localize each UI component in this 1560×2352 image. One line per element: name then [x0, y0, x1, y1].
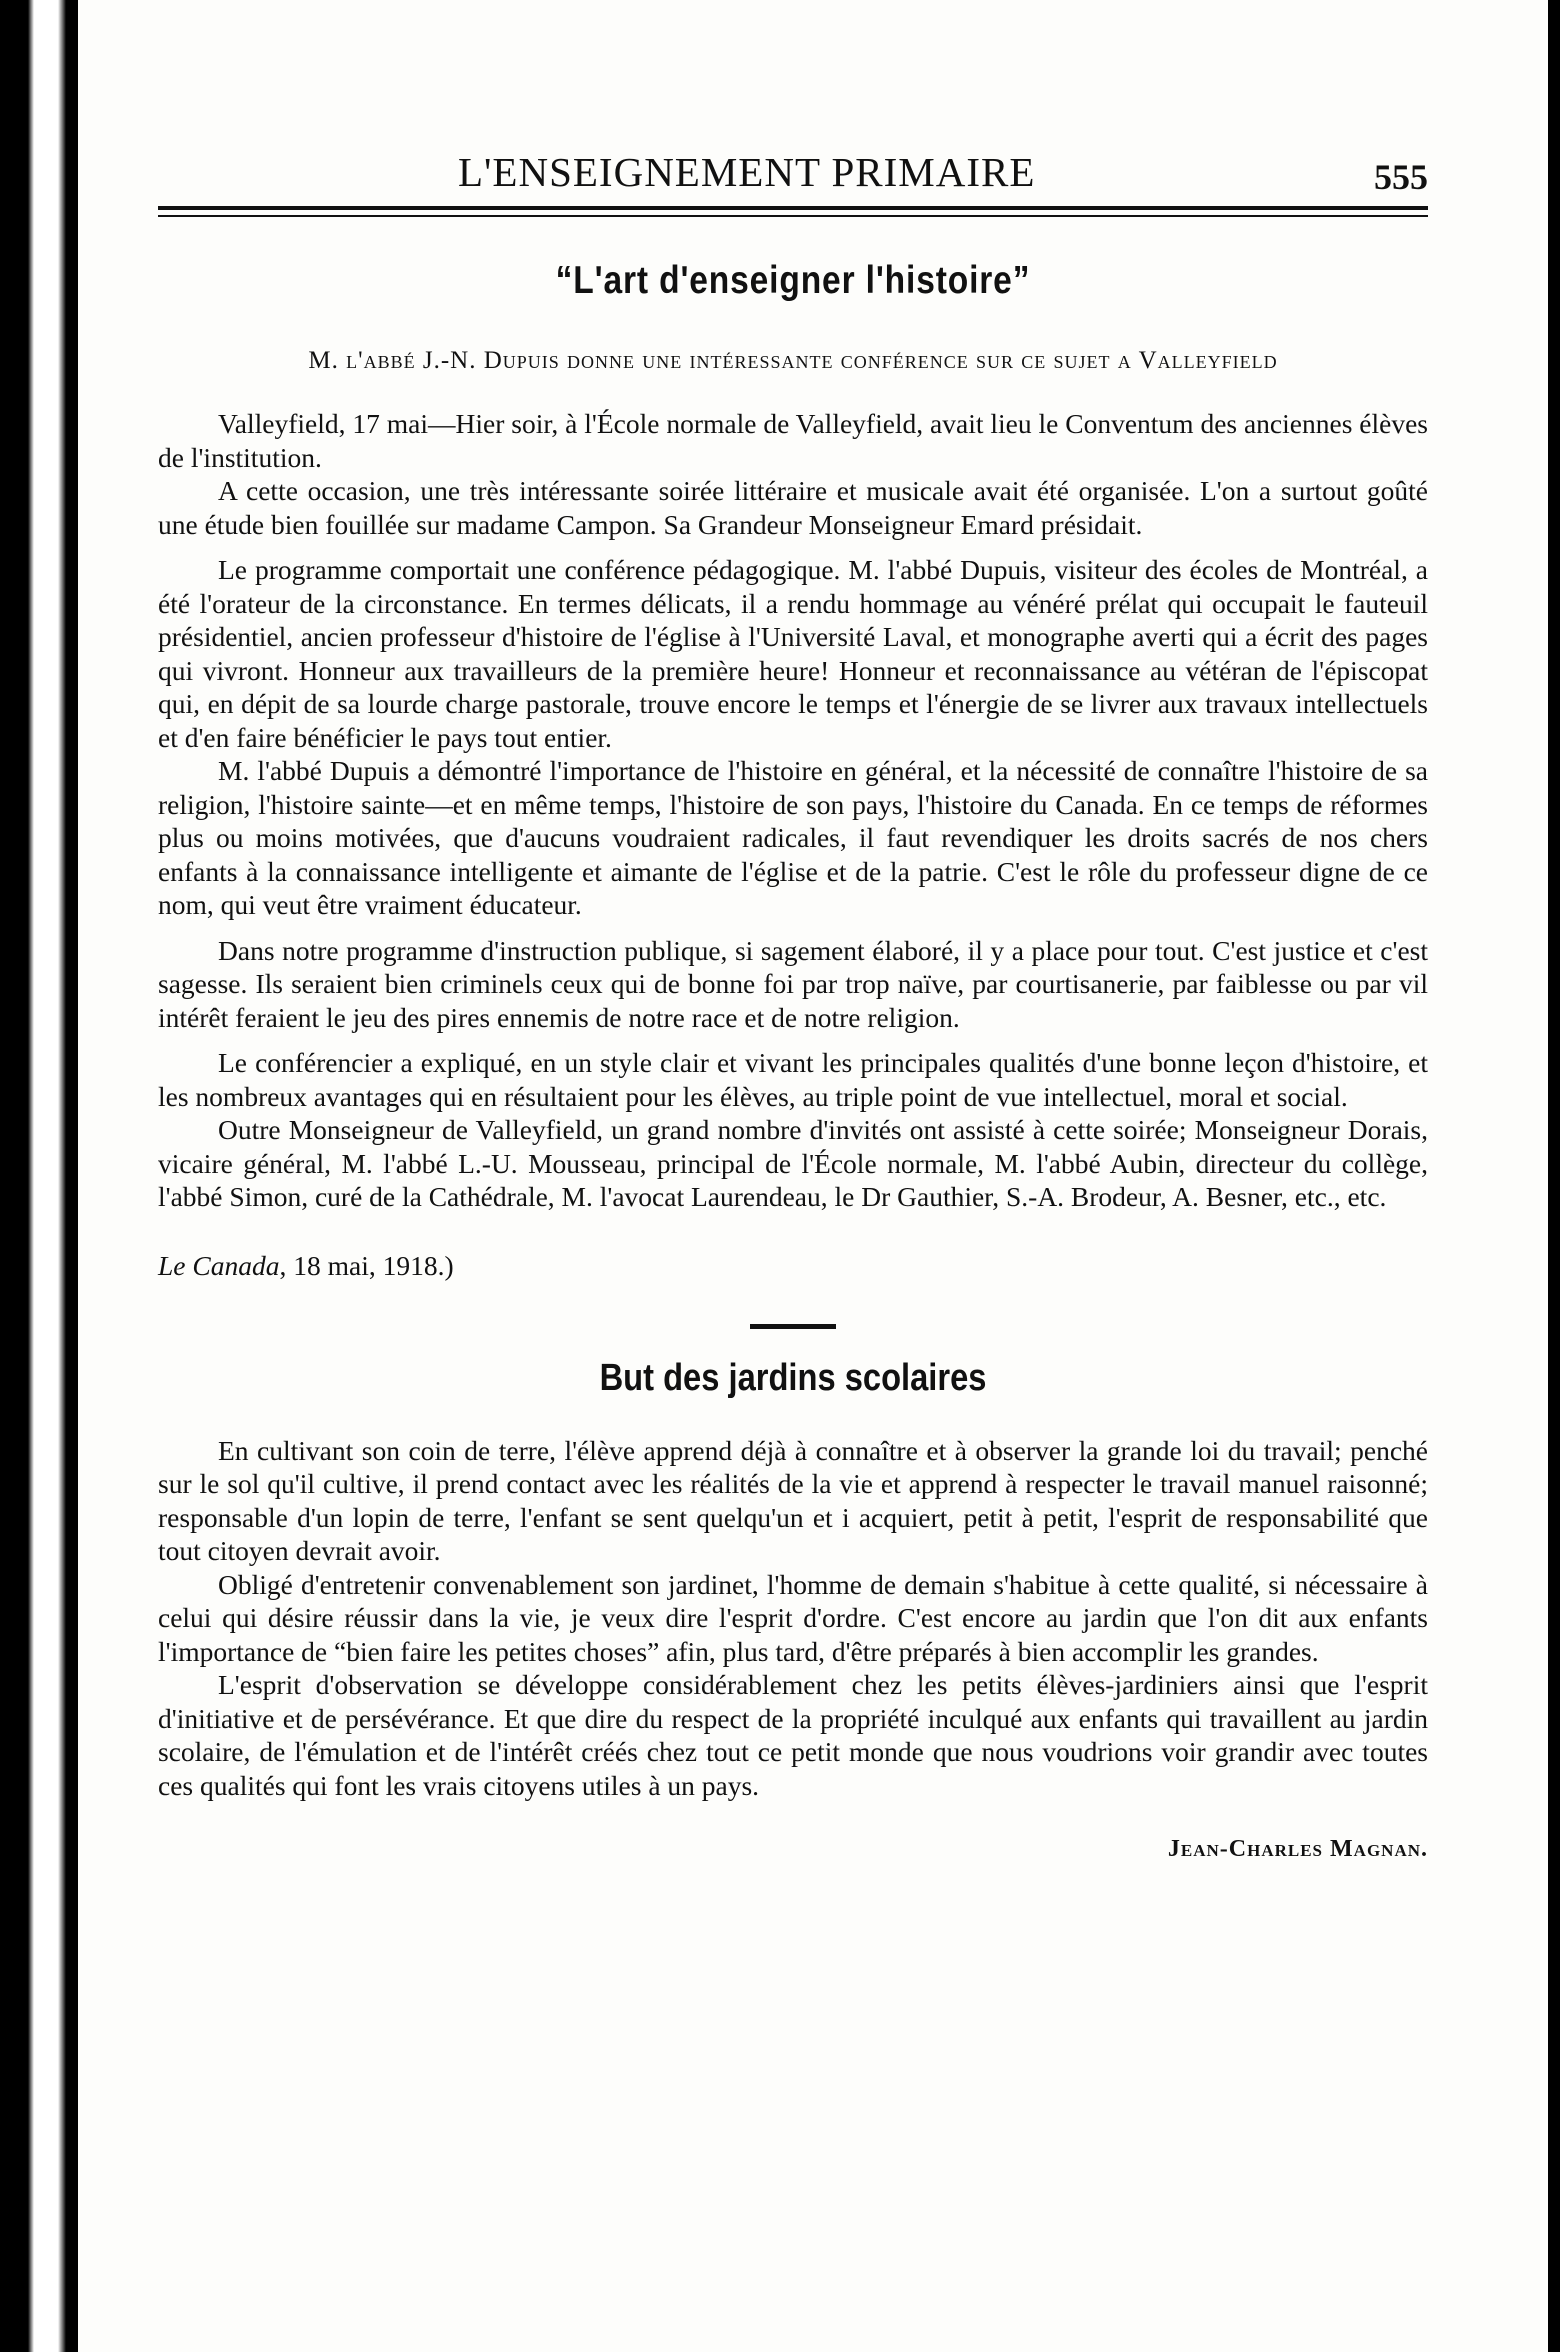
- paragraph: Dans notre programme d'instruction publique, si sagement élaboré, il y a place pour tout. C'est justice et c'est sagesse. Ils seraient bien criminels ceux qui de bonne foi par trop naïve, par courtisanerie, par faiblesse ou par vil intérêt feraient le jeu des pires ennemis de notre race et de notre religion.: [158, 934, 1428, 1033]
- section-separator: [750, 1324, 836, 1329]
- header-rule-thick: [158, 206, 1428, 210]
- author-signature: Jean-Charles Magnan.: [1167, 1836, 1428, 1862]
- source-date: , 18 mai, 1918.): [279, 1249, 454, 1281]
- paragraph: A cette occasion, une très intéressante soirée littéraire et musicale avait été organisée. L'on a surtout goûté une étude bien fouillée sur madame Campon. Sa Grandeur Monseigneur Emard présidait.: [158, 475, 1428, 540]
- document-page: [78, 0, 1548, 2352]
- section-title: But des jardins scolaires: [599, 1356, 987, 1399]
- paragraph: Obligé d'entretenir convenablement son jardinet, l'homme de demain s'habitue à cette qualité, si nécessaire à celui qui désire réussir dans la vie, je veux dire l'esprit d'ordre. C'est encore au jardin que l'on dit aux enfants l'importance de “bien faire les petites choses” afin, plus tard, d'être préparés à bien accomplir les grandes.: [158, 1568, 1428, 1667]
- paragraph: M. l'abbé Dupuis a démontré l'importance de l'histoire en général, et la nécessité de connaître l'histoire de sa religion, l'histoire sainte—et en même temps, l'histoire de son pays, l'histoire du Canada. En ce temps de réformes plus ou moins motivées, que d'aucuns voudraient radicales, il faut revendiquer les droits sacrés de nos chers enfants à la connaissance intelligente et aimante de l'église et de la patrie. C'est le rôle du professeur digne de ce nom, qui veut être vraiment éducateur.: [158, 755, 1428, 920]
- paragraph: Le programme comportait une conférence pédagogique. M. l'abbé Dupuis, visiteur des écoles de Montréal, a été l'orateur de la circonstance. En termes délicats, il a rendu hommage au vénéré prélat qui occupait le fauteuil présidentiel, ancien professeur d'histoire de l'église à l'Université Laval, et monographe averti qui a écrit des pages qui vivront. Honneur aux travailleurs de la première heure! Honneur et reconnaissance au vétéran de l'épiscopat qui, en dépit de sa lourde charge pastorale, trouve encore le temps et l'énergie de se livrer aux travaux intellectuels et d'en faire bénéficier le pays tout entier.: [158, 554, 1428, 753]
- source-name: Le Canada: [158, 1249, 280, 1281]
- scan-page-edge: [0, 0, 70, 2352]
- paragraph: L'esprit d'observation se développe considérablement chez les petits élèves-jardiniers ainsi que l'esprit d'initiative et de persévérance. Et que dire du respect de la propriété inculqué aux enfants qui travaillent au jardin scolaire, de l'émulation et de l'intérêt créés chez tout ce petit monde que nous voudrions voir grandir avec toutes ces qualités qui font les vrais citoyens utiles à un pays.: [158, 1669, 1428, 1801]
- paragraph: Outre Monseigneur de Valleyfield, un grand nombre d'invités ont assisté à cette soirée; Monseigneur Dorais, vicaire général, M. l'abbé L.-U. Mousseau, principal de l'École normale, M. l'abbé Aubin, directeur du collège, l'abbé Simon, curé de la Cathédrale, M. l'avocat Laurendeau, le Dr Gauthier, S.-A. Brodeur, A. Besner, etc., etc.: [158, 1114, 1428, 1212]
- article-title: “L'art d'enseigner l'histoire”: [555, 259, 1031, 302]
- header-rule-thin: [158, 215, 1428, 217]
- article-subtitle: M. l'abbé J.-N. Dupuis donne une intéressante conférence sur ce sujet a Valleyfield: [308, 347, 1278, 374]
- page-number: 555: [1374, 157, 1428, 197]
- running-title: L'ENSEIGNEMENT PRIMAIRE: [458, 149, 1036, 195]
- paragraph: Valleyfield, 17 mai—Hier soir, à l'École normale de Valleyfield, avait lieu le Conventum des anciennes élèves de l'institution.: [158, 408, 1428, 473]
- paragraph: Le conférencier a expliqué, en un style clair et vivant les principales qualités d'une bonne leçon d'histoire, et les nombreux avantages qui en résultaient pour les élèves, au triple point de vue intellectuel, moral et social.: [158, 1047, 1428, 1112]
- running-header: [158, 140, 1428, 200]
- page-content: [158, 140, 1428, 1863]
- source-citation: [158, 1250, 1428, 1282]
- paragraph: En cultivant son coin de terre, l'élève apprend déjà à connaître et à observer la grande loi du travail; penché sur le sol qu'il cultive, il prend contact avec les réalités de la vie et apprend à respecter le travail manuel raisonné; responsable d'un lopin de terre, l'enfant se sent quelqu'un et i acquiert, petit à petit, l'esprit de responsabilité que tout citoyen devrait avoir.: [158, 1434, 1428, 1566]
